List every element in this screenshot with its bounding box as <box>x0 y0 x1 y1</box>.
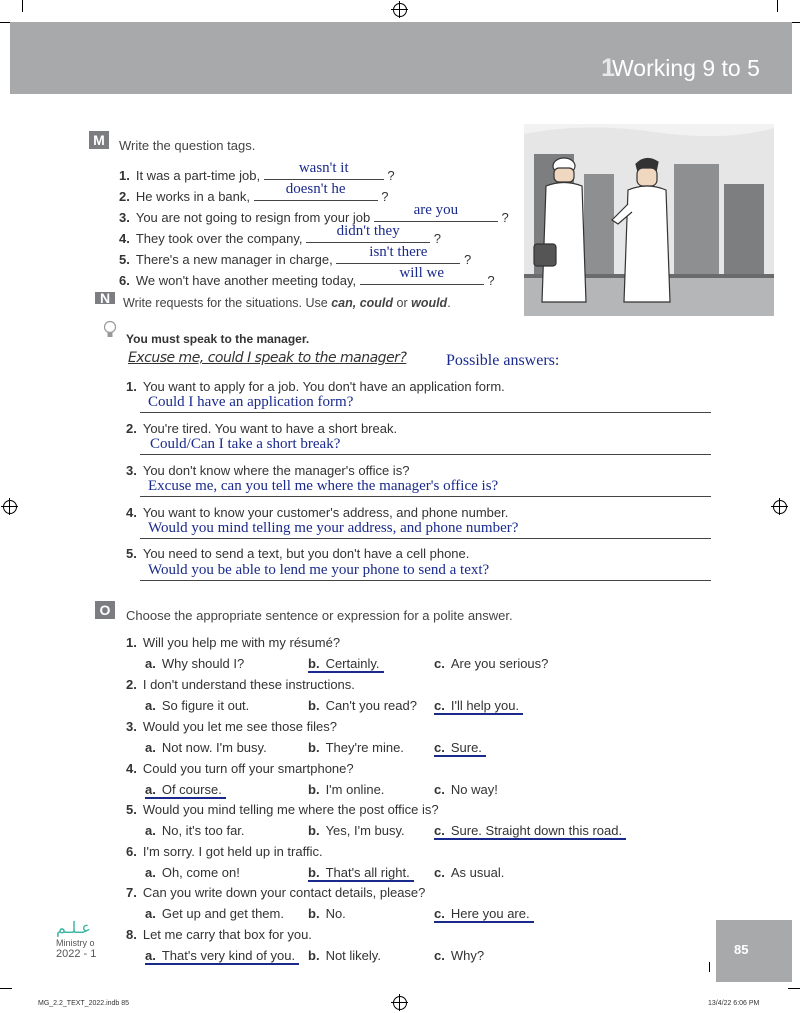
answer-blank[interactable]: wasn't it <box>264 166 384 180</box>
section-o-badge: O <box>95 601 115 619</box>
n-item-2: 2. You're tired. You want to have a short break. <box>126 421 398 436</box>
o-option-6-a[interactable]: a. Oh, come on! <box>145 865 240 880</box>
registration-mark <box>3 500 17 514</box>
section-o-instruction: Choose the appropriate sentence or expression for a polite answer. <box>126 608 513 623</box>
example-answer: Excuse me, could I speak to the manager? <box>128 350 407 366</box>
n-answer-line-5[interactable]: Would you be able to lend me your phone to send a text? <box>140 564 711 581</box>
o-option-3-c[interactable]: c. Sure. <box>434 740 486 757</box>
o-question-8: 8. Let me carry that box for you. <box>126 927 312 942</box>
m-item-6: 6. We won't have another meeting today, will we ? <box>119 265 495 288</box>
answer-blank[interactable]: doesn't he <box>254 187 378 201</box>
m-item-1: 1. It was a part-time job, wasn't it ? <box>119 160 395 183</box>
n-answer-line-1[interactable]: Could I have an application form? <box>140 396 711 413</box>
o-option-4-c[interactable]: c. No way! <box>434 782 498 797</box>
registration-mark <box>773 500 787 514</box>
o-option-5-a[interactable]: a. No, it's too far. <box>145 823 245 838</box>
o-option-1-b[interactable]: b. Certainly. <box>308 656 384 673</box>
o-option-8-b[interactable]: b. Not likely. <box>308 948 381 963</box>
o-option-4-b[interactable]: b. I'm online. <box>308 782 385 797</box>
m-item-2: 2. He works in a bank, doesn't he ? <box>119 181 389 204</box>
office-workers-illustration <box>524 124 774 316</box>
year-label: 2022 - 1 <box>56 948 97 960</box>
o-option-4-a[interactable]: a. Of course. <box>145 782 226 799</box>
o-question-3: 3. Would you let me see those files? <box>126 719 337 734</box>
o-option-7-c[interactable]: c. Here you are. <box>434 906 534 923</box>
ministry-label: Ministry o <box>56 938 95 948</box>
o-option-3-a[interactable]: a. Not now. I'm busy. <box>145 740 267 755</box>
o-option-6-b[interactable]: b. That's all right. <box>308 865 414 882</box>
o-option-6-c[interactable]: c. As usual. <box>434 865 505 880</box>
answer-blank[interactable]: are you <box>374 208 498 222</box>
section-n-instruction: Write requests for the situations. Use can, could or would. <box>123 296 451 310</box>
page-number: 85 <box>734 942 749 957</box>
answer-blank[interactable]: isn't there <box>336 250 460 264</box>
n-item-4: 4. You want to know your customer's address, and phone number. <box>126 505 509 520</box>
footer-file: MG_2.2_TEXT_2022.indb 85 <box>38 1000 130 1007</box>
o-option-1-a[interactable]: a. Why should I? <box>145 656 245 671</box>
registration-mark <box>393 3 407 17</box>
lightbulb-icon <box>103 320 117 340</box>
crop-mark <box>0 988 12 989</box>
n-item-3: 3. You don't know where the manager's office is? <box>126 463 410 478</box>
possible-answers-label: Possible answers: <box>446 352 560 369</box>
example-prompt: You must speak to the manager. <box>126 332 310 346</box>
footer-date: 13/4/22 6:06 PM <box>708 1000 760 1007</box>
n-answer-line-3[interactable]: Excuse me, can you tell me where the manager's office is? <box>140 480 711 497</box>
o-option-2-b[interactable]: b. Can't you read? <box>308 698 417 713</box>
answer-blank[interactable]: will we <box>360 271 484 285</box>
divider <box>709 962 710 972</box>
m-item-3: 3. You are not going to resign from your job are you ? <box>119 202 509 225</box>
o-question-5: 5. Would you mind telling me where the post office is? <box>126 802 439 817</box>
o-option-7-a[interactable]: a. Get up and get them. <box>145 906 284 921</box>
o-question-4: 4. Could you turn off your smartphone? <box>126 761 354 776</box>
ministry-logo-text: عـلـم <box>56 920 91 937</box>
o-option-3-b[interactable]: b. They're mine. <box>308 740 404 755</box>
logo <box>56 918 96 960</box>
crop-mark <box>777 0 778 12</box>
o-option-5-b[interactable]: b. Yes, I'm busy. <box>308 823 405 838</box>
n-answer-line-2[interactable]: Could/Can I take a short break? <box>140 438 711 455</box>
section-m-badge: M <box>89 131 109 149</box>
n-item-5: 5. You need to send a text, but you don't have a cell phone. <box>126 546 470 561</box>
o-question-2: 2. I don't understand these instructions. <box>126 677 355 692</box>
o-question-1: 1. Will you help me with my résumé? <box>126 635 341 650</box>
o-question-7: 7. Can you write down your contact details, please? <box>126 885 426 900</box>
n-item-1: 1. You want to apply for a job. You don't have an application form. <box>126 379 505 394</box>
crop-mark <box>22 0 23 12</box>
n-answer-line-4[interactable]: Would you mind telling me your address, and phone number? <box>140 522 711 539</box>
o-option-8-a[interactable]: a. That's very kind of you. <box>145 948 299 965</box>
o-option-7-b[interactable]: b. No. <box>308 906 346 921</box>
o-option-5-c[interactable]: c. Sure. Straight down this road. <box>434 823 626 840</box>
o-option-1-c[interactable]: c. Are you serious? <box>434 656 549 671</box>
o-question-6: 6. I'm sorry. I got held up in traffic. <box>126 844 323 859</box>
section-n-badge: N <box>95 292 115 304</box>
unit-title: Working 9 to 5 <box>612 55 760 81</box>
page-number-tab <box>716 920 792 982</box>
o-option-2-a[interactable]: a. So figure it out. <box>145 698 250 713</box>
answer-blank[interactable]: didn't they <box>306 229 430 243</box>
m-item-5: 5. There's a new manager in charge, isn't there ? <box>119 244 472 267</box>
o-option-2-c[interactable]: c. I'll help you. <box>434 698 523 715</box>
m-item-4: 4. They took over the company, didn't they ? <box>119 223 442 246</box>
unit-number: 1 <box>601 54 615 82</box>
o-option-8-c[interactable]: c. Why? <box>434 948 485 963</box>
section-m-instruction: Write the question tags. <box>119 138 256 153</box>
registration-mark <box>393 996 407 1010</box>
crop-mark <box>788 988 800 989</box>
